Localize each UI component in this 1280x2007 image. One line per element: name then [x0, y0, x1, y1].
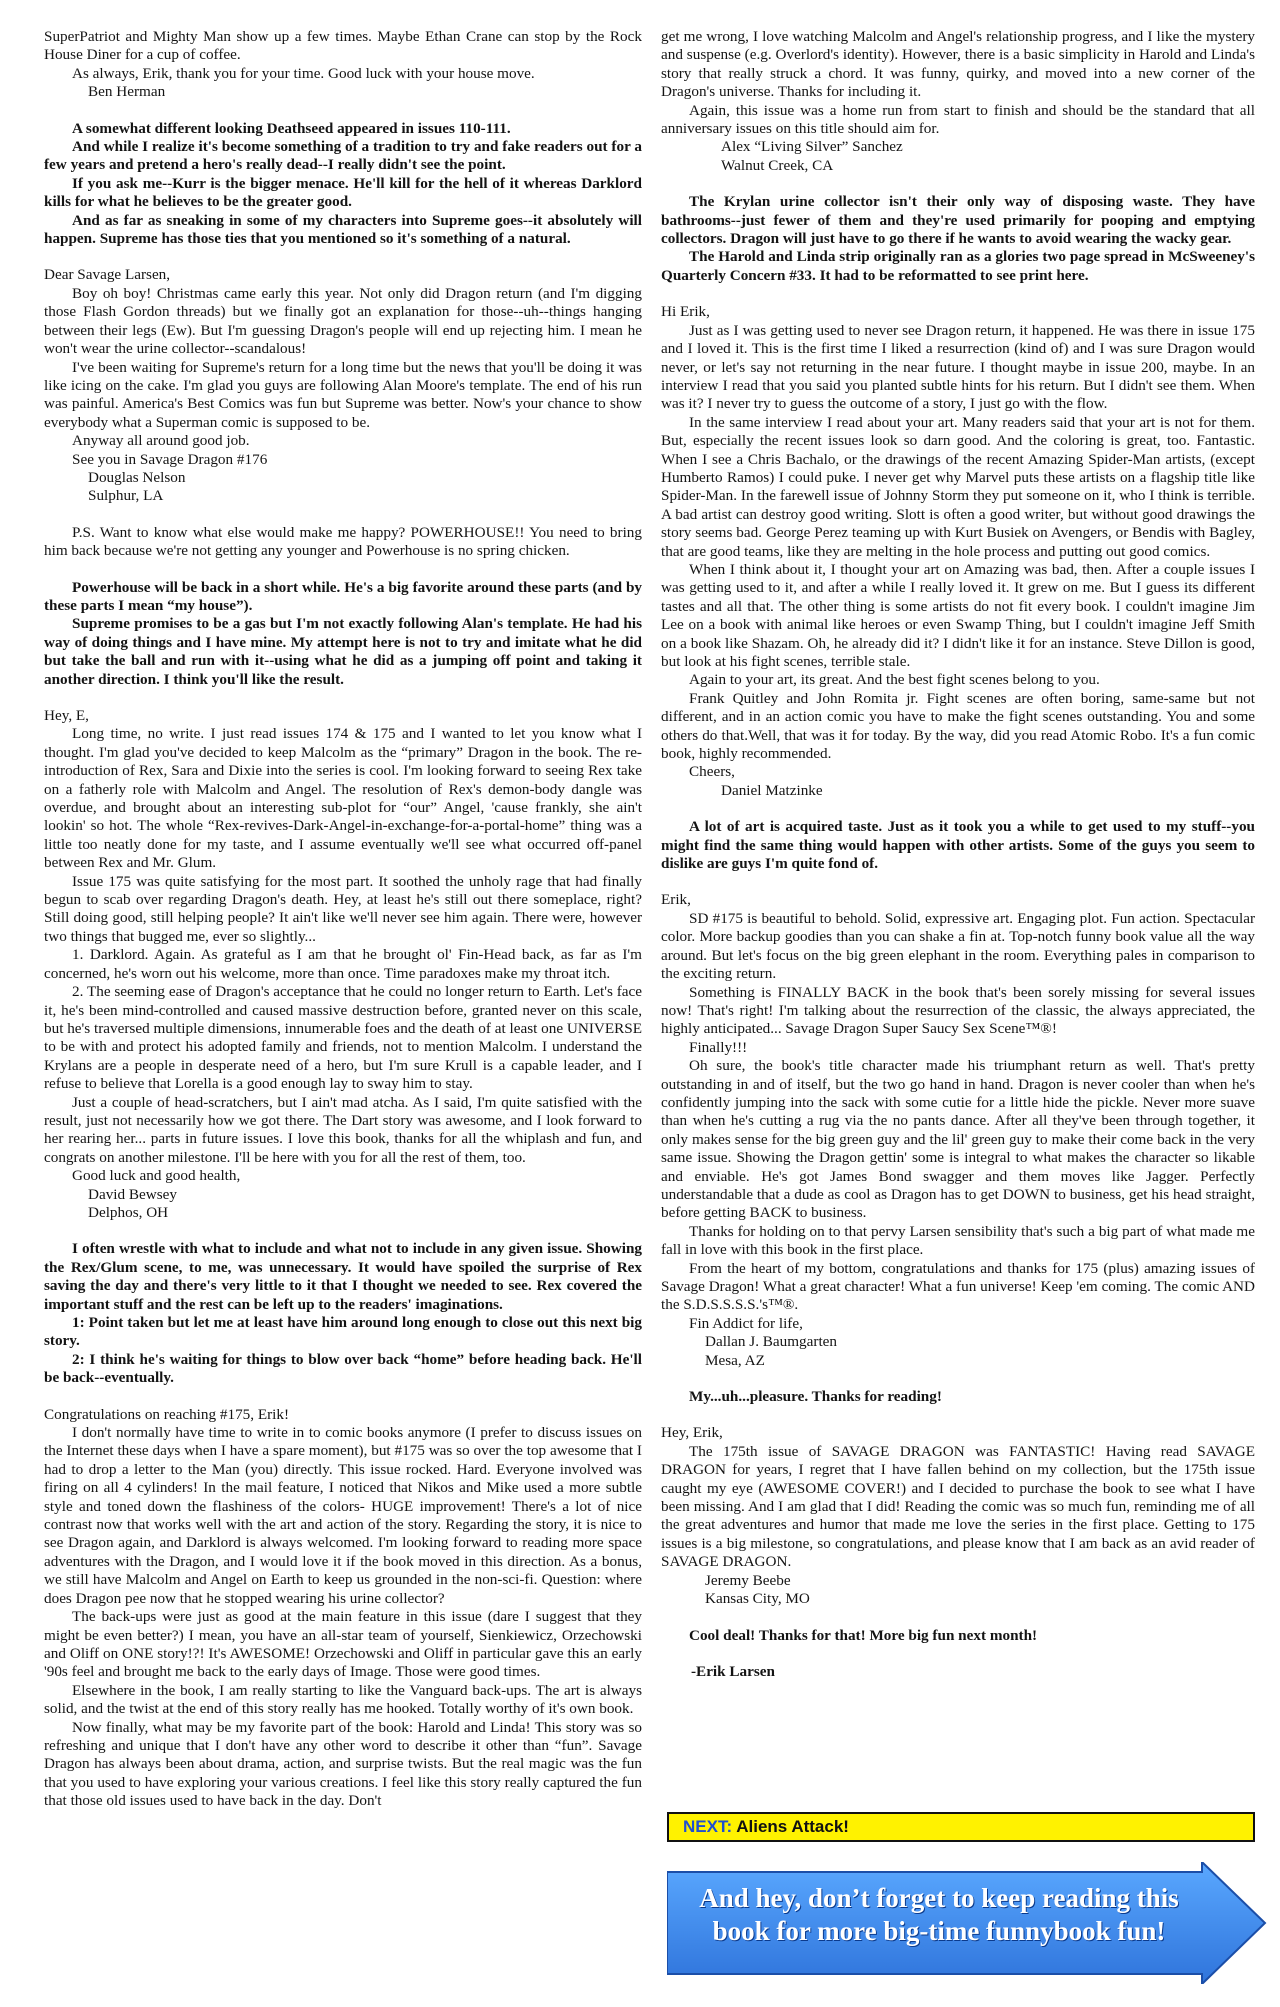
letter-signature: Douglas Nelson: [88, 468, 186, 486]
next-label: NEXT:: [683, 1817, 733, 1836]
letter-salutation: Congratulations on reaching #175, Erik!: [44, 1405, 290, 1423]
letter-text: Thanks for holding on to that pervy Larsen sensibility that's such a big part of what made me fall in love with this book in the first place.: [661, 1222, 1255, 1259]
reply-text: And as far as sneaking in some of my characters into Supreme goes--it absolutely will happen. Supreme has those ties that you mentioned so it's something of a natural.: [44, 211, 642, 248]
letter-signature: David Bewsey: [88, 1185, 177, 1203]
reply-text: A lot of art is acquired taste. Just as it took you a while to get used to my stuff--you might find the same thing would happen with other artists. Some of the guys you seem to dislike are guys I'm quite fond of.: [661, 818, 1255, 873]
letter-text: Just a couple of head-scratchers, but I ain't mad atcha. As I said, I'm quite satisfied with the result, just not necessarily how we got there. The Dart story was awesome, and I look forward to her rearing her... parts in future issues. I love this book, thanks for all the whiplash and fun, and congrats on another milestone. I'll be here with you for all the rest of them, too.: [44, 1093, 642, 1166]
right-column: [661, 28, 1255, 1681]
letter-text: When I think about it, I thought your art on Amazing was bad, then. After a couple issues I was getting used to it, and after a while I really loved it. It grew on me. But I guess its different tastes and all that. The other thing is some artists do not fit every book. I couldn't imagine Jim Lee on a book with animal like heroes or even Swamp Thing, but I couldn't imagine Jeff Smith on a book like Shazam. Oh, he already did it? I didn't like it for an instance. Steve Dillon is good, but look at his fight scenes, terrible stale.: [661, 560, 1255, 670]
reply-text: A somewhat different looking Deathseed appeared in issues 110-111.: [72, 119, 511, 137]
reply-text: My...uh...pleasure. Thanks for reading!: [689, 1388, 942, 1406]
editor-reply: [44, 579, 642, 689]
letter-text: Good luck and good health,: [72, 1167, 241, 1185]
letter-location: Sulphur, LA: [88, 487, 164, 505]
letter-signature: Alex “Living Silver” Sanchez: [721, 138, 903, 156]
letter-text: Cheers,: [689, 763, 735, 781]
letter-signature: Dallan J. Baumgarten: [705, 1333, 838, 1351]
letter-text: Something is FINALLY BACK in the book that's been sorely missing for several issues now! That's right! I'm talking about the resurrection of the classic, the always appreciated, the highly anticipated... Savage Dragon Super Saucy Sex Scene™®!: [661, 983, 1255, 1038]
letter-text: Long time, no write. I just read issues 174 & 175 and I wanted to let you know what I thought. I'm glad you've decided to keep Malcolm as the “primary” Dragon in the book. The re-introduction of Rex, Sara and Dixie into the series is cool. I'm looking forward to seeing Rex take on a fatherly role with Malcolm and Angel. The resolution of Rex's demon-body dangle was overdue, and brought about an interesting sub-plot for “our” Angel, 'cause frankly, she ain't lookin' so hot. The whole “Rex-revives-Dark-Angel-in-exchange-for-a-portal-home” thing was a little too neatly done for my taste, and I assume eventually we'll see what occurred off-panel between Rex and Mr. Glum.: [44, 725, 642, 872]
letter-text: From the heart of my bottom, congratulations and thanks for 175 (plus) amazing issues of Savage Dragon! What a great character! What a fun universe! Keep 'em coming. The comic AND the S.D.S.S.S.S.'s™®.: [661, 1259, 1255, 1314]
reply-text: And while I realize it's become something of a tradition to try and fake readers out for a few years and pretend a hero's really dead--I really didn't see the point.: [44, 138, 642, 174]
letter-signature: Daniel Matzinke: [721, 781, 823, 799]
promo-banner: [667, 1862, 1267, 1984]
reply-text: I often wrestle with what to include and what not to include in any given issue. Showing the Rex/Glum scene, to me, was unnecessary. It would have spoiled the surprise of Rex saving the day and there's very little to it that I thought we needed to see. Rex covered the important stuff and the rest can be left up to the readers' imaginations.: [44, 1240, 642, 1313]
letter-signature: Jeremy Beebe: [705, 1571, 791, 1589]
letter-text: In the same interview I read about your art. Many readers said that your art is not for them. But, especially the recent issues look so darn good. And the coloring is great, too. Fantastic. When I see a Chris Bachalo, or the drawings of the recent Amazing Spider-Man artists, (except Humberto Ramos) I could puke. I never get why Marvel puts these artists on a flagship title like Spider-Man. In the farewell issue of Johnny Storm they put someone on it, who I think is terrible. A bad artist can destroy good writing. Slott is often a good writer, but without good drawings the story seems bad. George Perez teaming up with Kurt Busiek on Avengers, or Bendis with Bagley, that are good teams, like they are melting in the hole process and putting out good comics.: [661, 413, 1255, 560]
letter-text: SuperPatriot and Mighty Man show up a few times. Maybe Ethan Crane can stop by the Rock House Diner for a cup of coffee.: [44, 28, 642, 64]
left-column: [44, 28, 642, 1811]
letter-text: Anyway all around good job.: [72, 432, 250, 450]
letter-text: 2. The seeming ease of Dragon's acceptance that he could no longer return to Earth. Let's face it, he's been mind-controlled and caused massive destruction before, granted never on this scale, but he's traversed multiple dimensions, innumerable foes and the death of at least one UNIVERSE to be with and protect his adopted family and friends, not to mention Malcolm. I understand the Krylans are a people in desperate need of a hero, but I'm sure Krull is a capable leader, and I refuse to believe that Lorella is a good enough lay to sway him to stay.: [44, 983, 642, 1093]
reply-text: Supreme promises to be a gas but I'm not exactly following Alan's template. He had his way of doing things and I have mine. My attempt here is not to try and imitate what he did but take the ball and run with it--using what he did as a jumping off point and taking it another direction. I think you'll like the result.: [44, 615, 642, 688]
letter-text: I've been waiting for Supreme's return for a long time but the news that you'll be doing it was like icing on the cake. I'm glad you guys are following Alan Moore's template. The end of his run was painful. America's Best Comics was fun but Supreme was better. Now's your chance to show everybody what a Superman comic is supposed to be.: [44, 358, 642, 431]
letter-text: The 175th issue of SAVAGE DRAGON was FANTASTIC! Having read SAVAGE DRAGON for years, I regret that I have fallen behind on my collection, but the 175th issue caught my eye (AWESOME COVER!) and I decided to purchase the book to see what I have been missing. And I am glad that I did! Reading the comic was so much fun, reminding me of all the great adventures and humor that made me love the series in the first place. Getting to 175 issues is a big milestone, so congratulations, and please know that I am back as an avid reader of SAVAGE DRAGON.: [661, 1442, 1255, 1571]
reply-text: The Harold and Linda strip originally ran as a glories two page spread in McSweeney's Quarterly Concern #33. It had to be reformatted to see print here.: [661, 248, 1255, 284]
letter-text: get me wrong, I love watching Malcolm and Angel's relationship progress, and I like the mystery and suspense (e.g. Overlord's identity). However, there is a basic simplicity in Harold and Linda's story that really struck a chord. It was funny, quirky, and moved into a new corner of the Dragon's universe. Thanks for including it.: [661, 28, 1255, 101]
letter-text: Finally!!!: [689, 1038, 748, 1056]
reply-text: 2: I think he's waiting for things to blow over back “home” before heading back. He'll be back--eventually.: [44, 1350, 642, 1387]
letter-text: 1. Darklord. Again. As grateful as I am that he brought ol' Fin-Head back, as far as I'm concerned, he's worn out his welcome, more than once. Time paradoxes make my throat itch.: [44, 946, 642, 982]
next-issue-box: [667, 1812, 1255, 1842]
letter-text: Elsewhere in the book, I am really starting to like the Vanguard back-ups. The art is always solid, and the twist at the end of this story really has me hooked. Totally worthy of it's own book.: [44, 1681, 642, 1718]
letter-text: SD #175 is beautiful to behold. Solid, expressive art. Engaging plot. Fun action. Spectacular color. More backup goodies than you can shake a fin at. Top-notch funny book value all the way around. But let's focus on the big green elephant in the room. Everything pales in comparison to the exciting return.: [661, 909, 1255, 983]
editor-reply: [661, 193, 1255, 285]
letter-text: Boy oh boy! Christmas came early this year. Not only did Dragon return (and I'm digging those Flash Gordon threads) but we finally got an explanation for those--uh--things hanging between their legs (Ew). But I'm guessing Dragon's people will end up rejecting him. I mean he won't wear the urine collector--scandalous!: [44, 284, 642, 358]
promo-text: And hey, don’t forget to keep reading this book for more big-time funnybook fun!: [699, 1883, 1179, 1946]
letter-text: Oh sure, the book's title character made his triumphant return as well. That's pretty outstanding in and of itself, but the two go hand in hand. Dragon is never cooler than when he's confidently jumping into the sack with some cutie for a little hide the pickle. Never more suave than when he's cutting a rug via the no pants dance. After all they've been through together, it only makes sense for the big green guy and the lil' green guy to make their come back in the very same issue. Showing the Dragon gettin' some is integral to what makes the character so likable and enviable. He's got James Bond swagger and them moves like Jagger. Perfectly understandable that a dude as cool as Dragon has to get DOWN to business, get his head straight, before getting BACK to business.: [661, 1057, 1255, 1222]
letter-signature: Ben Herman: [88, 83, 166, 101]
letter-salutation: Hey, E,: [44, 707, 89, 724]
reply-text: Powerhouse will be back in a short while. He's a big favorite around these parts (and by these parts I mean “my house”).: [44, 578, 642, 614]
letter-text: See you in Savage Dragon #176: [72, 450, 268, 468]
letter-text: Now finally, what may be my favorite part of the book: Harold and Linda! This story was so refreshing and unique that I don't have any other word to describe it other than “fun”. Savage Dragon has always been about drama, action, and surprise twists. But the real magic was the fun that you used to have exploring your various creations. I feel like this story really captured the fun that those old issues used to have back in the day. Don't: [44, 1718, 642, 1810]
letter-salutation: Erik,: [661, 891, 691, 909]
reply-text: Cool deal! Thanks for that! More big fun next month!: [689, 1626, 1038, 1644]
editor-reply: [661, 818, 1255, 873]
letter-text: The back-ups were just as good at the main feature in this issue (dare I suggest that they might be even better?) I mean, you have an all-star team of yourself, Sienkiewicz, Orzechowski and Oliff on ONE story!?! It's AWESOME! Orzechowski and Oliff in particular gave this an early '90s feel and brought me back to the early days of Image. Those were good times.: [44, 1608, 642, 1681]
letter-salutation: Hey, Erik,: [661, 1424, 723, 1442]
letter-location: Mesa, AZ: [705, 1351, 765, 1369]
editor-reply: [661, 1627, 1255, 1645]
next-issue-title: Aliens Attack!: [736, 1817, 849, 1836]
letter-text: Fin Addict for life,: [689, 1314, 803, 1332]
letter-location: Kansas City, MO: [705, 1590, 810, 1608]
reply-text: 1: Point taken but let me at least have him around long enough to close out this next big story.: [44, 1314, 642, 1350]
reply-text: The Krylan urine collector isn't their only way of disposing waste. They have bathrooms--just fewer of them and they're used primarily for pooping and emptying collectors. Dragon will just have to go there if he wants to avoid wearing the wacky gear.: [661, 193, 1255, 248]
editor-reply: [661, 1388, 1255, 1406]
letter-text: Issue 175 was quite satisfying for the most part. It soothed the unholy rage that had finally begun to scab over regarding Dragon's death. Hey, at least he's still out there someplace, right? Still doing good, still helping people? It ain't like we'll never see him again. There were, however two things that bugged me, ever so slightly...: [44, 872, 642, 945]
letter-postscript: P.S. Want to know what else would make me happy? POWERHOUSE!! You need to bring him back because we're not getting any younger and Powerhouse is no spring chicken.: [44, 523, 642, 560]
letter-location: Delphos, OH: [88, 1203, 169, 1221]
reply-text: If you ask me--Kurr is the bigger menace. He'll kill for the hell of it whereas Darklord kills for what he believes to be the greater good.: [44, 174, 642, 211]
letter-text: Again to your art, its great. And the best fight scenes belong to you.: [689, 671, 1100, 689]
letter-text: I don't normally have time to write in to comic books anymore (I prefer to discuss issues on the Internet these days when I have a spare moment), but #175 was so over the top awesome that I had to drop a letter to the Man (you) directly. This issue rocked. Hard. Everyone involved was firing on all 4 cylinders! In the mail feature, I noticed that Nikos and Mike used a more subtle style and toned down the flashiness of the colors- HUGE improvement! There's a lot of nice contrast now that works well with the art and action of the story. Regarding the story, it is nice to see Dragon again, and Darklord is always welcomed. I'm looking forward to reading more space adventures with the Dragon, and I would love it if the book moved in this direction. As a bonus, we still have Malcolm and Angel on Earth to keep us grounded in the non-sci-fi. Question: where does Dragon pee now that he stopped wearing his urine collector?: [44, 1424, 642, 1607]
letter-text: Again, this issue was a home run from start to finish and should be the standard that all anniversary issues on this title should aim for.: [661, 101, 1255, 138]
letter-text: Just as I was getting used to never see Dragon return, it happened. He was there in issue 175 and I loved it. This is the first time I liked a resurrection (kind of) and I was sure Dragon would never, or let's say not returning in the near future. I thought maybe in issue 200, maybe. In an interview I read that you said you planted subtle hints for his return. But I didn't see them. When was it? I never try to guess the outcome of a story, I just go with the flow.: [661, 321, 1255, 413]
letter-text: As always, Erik, thank you for your time. Good luck with your house move.: [72, 64, 535, 82]
editor-reply: [44, 1240, 642, 1387]
letter-salutation: Hi Erik,: [661, 303, 710, 321]
editor-reply: [44, 120, 642, 249]
letter-text: Frank Quitley and John Romita jr. Fight scenes are often boring, same-same but not different, and in an action comic you have to make the fight scenes outstanding. You and some others do that.Well, that was it for today. By the way, did you read Atomic Robo. It's a fun comic book, highly recommended.: [661, 689, 1255, 763]
letter-location: Walnut Creek, CA: [721, 156, 834, 174]
editor-signoff: -Erik Larsen: [691, 1662, 775, 1680]
letter-salutation: Dear Savage Larsen,: [44, 266, 171, 284]
